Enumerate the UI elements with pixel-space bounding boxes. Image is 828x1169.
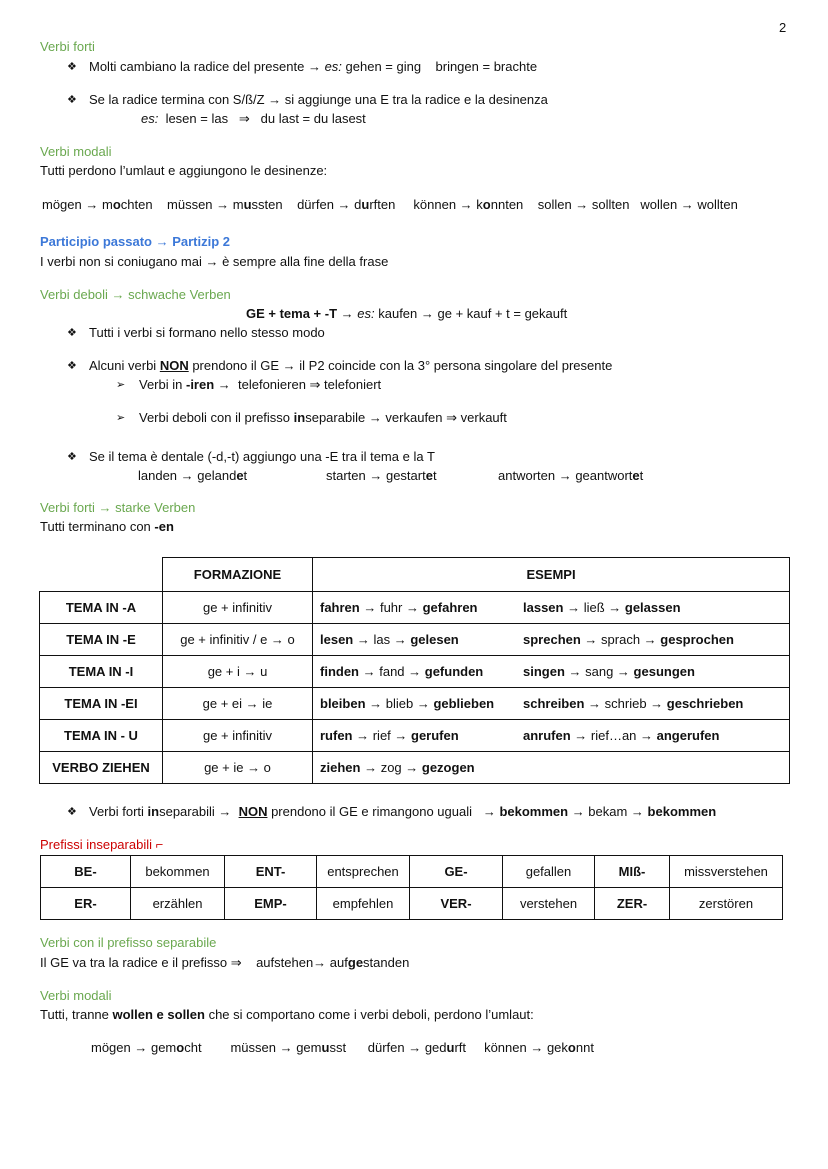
- table-row: [40, 656, 790, 688]
- tema-cell: TEMA IN -E: [40, 624, 163, 656]
- text-run: gesprochen: [660, 632, 734, 647]
- diamond-bullet-icon: ❖: [67, 94, 77, 106]
- text-run: NON: [238, 804, 268, 819]
- text-run: Il GE va tra la radice e il prefisso ⇒ aufstehen→ auf: [40, 955, 348, 970]
- strong-verbs-table: [39, 557, 790, 784]
- text-run: Molti cambiano la radice del presente →: [89, 59, 325, 74]
- esempi-cell: [313, 656, 790, 688]
- text-run: singen: [523, 664, 565, 679]
- text-run: → telefonieren ⇒ telefoniert: [214, 377, 382, 392]
- header-cell: ESEMPI: [313, 558, 790, 592]
- header-cell: FORMAZIONE: [163, 558, 313, 592]
- text-run: che si comportano come i verbi deboli, perdono l’umlaut:: [204, 1007, 534, 1022]
- text-run: finden: [320, 664, 359, 679]
- example-1: [320, 696, 494, 711]
- tema-cell: TEMA IN -A: [40, 592, 163, 624]
- text-run: GE + tema + -T: [246, 306, 338, 321]
- example-verb-cell: bekommen: [131, 856, 225, 888]
- formazione-cell: ge + infinitiv / e → o: [163, 624, 313, 656]
- formazione-cell: ge + ie → o: [163, 752, 313, 784]
- example-verb-cell: entsprechen: [317, 856, 410, 888]
- example-text: [141, 111, 366, 127]
- prefix-cell: ZER-: [595, 888, 670, 920]
- text-run: → fand →: [359, 664, 425, 679]
- example-1: [320, 728, 459, 743]
- heading-verbi-forti: Verbi forti: [40, 39, 95, 54]
- text-run: Tutti terminano con: [40, 519, 155, 534]
- text-run: sst dürfen → ged: [329, 1040, 447, 1055]
- example-1: [320, 664, 483, 679]
- text-run: in: [293, 410, 306, 425]
- diamond-bullet-icon: ❖: [67, 327, 77, 339]
- text-run: u: [243, 197, 252, 212]
- text-run: Verbi in: [139, 377, 186, 392]
- example-verb-cell: verstehen: [503, 888, 595, 920]
- modal-participles-row: [91, 1040, 594, 1056]
- text-run: -iren: [185, 377, 215, 392]
- text-run: Se il tema è dentale (-d,-t) aggiungo una -E tra il tema e la T: [89, 449, 435, 464]
- example-1: [320, 600, 478, 615]
- text-run: e: [236, 468, 244, 483]
- text-run: o: [112, 197, 121, 212]
- text-run: mögen → gem: [91, 1040, 177, 1055]
- example-text: [326, 468, 437, 484]
- page-number: 2: [779, 20, 787, 35]
- text-run: ge: [347, 955, 364, 970]
- text-run: lassen: [523, 600, 564, 615]
- heading-verbi-modali-2: Verbi modali: [40, 988, 112, 1003]
- prefix-cell: ER-: [41, 888, 131, 920]
- prefix-cell: ENT-: [225, 856, 317, 888]
- esempi-cell: [313, 688, 790, 720]
- example-2: [523, 632, 734, 647]
- diamond-bullet-icon: ❖: [67, 806, 77, 818]
- table-row: [40, 720, 790, 752]
- esempi-cell: [313, 592, 790, 624]
- text-run: gefunden: [424, 664, 484, 679]
- sub-bullet-text: [139, 377, 381, 393]
- table-row: [40, 624, 790, 656]
- example-verb-cell: zerstören: [670, 888, 783, 920]
- text-run: u: [361, 197, 370, 212]
- text-run: gesungen: [633, 664, 695, 679]
- example-text: [138, 468, 247, 484]
- text-run: gefahren: [422, 600, 478, 615]
- arrow-bullet-icon: ➢: [116, 379, 126, 391]
- text-run: → zog →: [360, 760, 422, 775]
- example-text: [498, 468, 643, 484]
- text-run: u: [321, 1040, 330, 1055]
- text-run: in: [147, 804, 160, 819]
- text-run: → rief…an →: [570, 728, 657, 743]
- text-run: angerufen: [656, 728, 720, 743]
- prefix-cell: BE-: [41, 856, 131, 888]
- text-run: kaufen → ge + kauf + t = gekauft: [374, 306, 568, 321]
- table-row: [40, 752, 790, 784]
- table-row: [40, 688, 790, 720]
- text-run: o: [567, 1040, 576, 1055]
- text-run: →: [337, 306, 358, 321]
- text-run: rften können → k: [369, 197, 483, 212]
- text-run: anrufen: [523, 728, 571, 743]
- text-run: t: [432, 468, 437, 483]
- text-run: nnt: [575, 1040, 594, 1055]
- example-verb-cell: missverstehen: [670, 856, 783, 888]
- heading-participio: Participio passato → Partizip 2: [40, 234, 230, 249]
- example-2: [523, 728, 719, 743]
- text-run: gelesen: [410, 632, 459, 647]
- example-verb-cell: empfehlen: [317, 888, 410, 920]
- paragraph: I verbi non si coniugano mai → è sempre alla fine della frase: [40, 254, 389, 269]
- text-run: bekommen: [499, 804, 569, 819]
- tema-cell: TEMA IN -EI: [40, 688, 163, 720]
- esempi-cell: [313, 752, 790, 784]
- example-1: [320, 632, 459, 647]
- text-run: → schrieb →: [584, 696, 667, 711]
- text-run: -en: [154, 519, 174, 534]
- formazione-cell: ge + i → u: [163, 656, 313, 688]
- text-run: → ließ →: [563, 600, 625, 615]
- text-run: mögen → m: [42, 197, 113, 212]
- text-run: → sang →: [564, 664, 634, 679]
- prefix-cell: GE-: [410, 856, 503, 888]
- text-run: NON: [159, 358, 189, 373]
- text-run: prendono il GE e rimangono uguali →: [267, 804, 500, 819]
- text-run: o: [482, 197, 491, 212]
- text-run: → las →: [353, 632, 411, 647]
- text-run: Tutti, tranne: [40, 1007, 113, 1022]
- header-cell: [40, 558, 163, 592]
- heading-prefisso-separabile: Verbi con il prefisso separabile: [40, 935, 217, 950]
- bullet-text: [89, 804, 716, 820]
- bullet-text: [89, 358, 612, 374]
- paragraph: [40, 519, 174, 535]
- tema-cell: TEMA IN -I: [40, 656, 163, 688]
- formazione-cell: ge + infinitiv: [163, 720, 313, 752]
- prefix-table: [40, 855, 783, 920]
- example-verb-cell: erzählen: [131, 888, 225, 920]
- text-run: wollen e sollen: [112, 1007, 205, 1022]
- esempi-cell: [313, 624, 790, 656]
- text-run: es:: [357, 306, 375, 321]
- modal-verbs-row: [42, 197, 738, 213]
- prefix-cell: EMP-: [225, 888, 317, 920]
- text-run: → sprach →: [580, 632, 661, 647]
- text-run: → bekam →: [568, 804, 648, 819]
- text-run: schreiben: [523, 696, 585, 711]
- text-run: sprechen: [523, 632, 581, 647]
- text-run: Alcuni verbi: [89, 358, 160, 373]
- text-run: separabile → verkaufen ⇒ verkauft: [305, 410, 507, 425]
- text-run: separabili →: [159, 804, 239, 819]
- prefix-cell: MIß-: [595, 856, 670, 888]
- text-run: gelassen: [624, 600, 681, 615]
- bullet-text: [89, 59, 537, 75]
- text-run: geschrieben: [666, 696, 744, 711]
- text-run: prendono il GE → il P2 coincide con la 3° persona singolare del presente: [188, 358, 613, 373]
- text-run: u: [446, 1040, 455, 1055]
- text-run: es:: [324, 59, 342, 74]
- tema-cell: VERBO ZIEHEN: [40, 752, 163, 784]
- text-run: landen → geland: [138, 468, 237, 483]
- prefix-cell: VER-: [410, 888, 503, 920]
- text-run: bekommen: [647, 804, 717, 819]
- text-run: lesen: [320, 632, 354, 647]
- text-run: t: [639, 468, 644, 483]
- example-2: [523, 664, 695, 679]
- formazione-cell: ge + ei → ie: [163, 688, 313, 720]
- text-run: Verbi forti: [89, 804, 148, 819]
- text-run: bleiben: [320, 696, 366, 711]
- text-run: → rief →: [352, 728, 412, 743]
- text-run: starten → gestart: [326, 468, 426, 483]
- bullet-text: [89, 449, 435, 465]
- paragraph: [40, 1007, 534, 1023]
- table-row: [41, 888, 783, 920]
- text-run: cht müssen → gem: [184, 1040, 322, 1055]
- text-run: o: [176, 1040, 185, 1055]
- diamond-bullet-icon: ❖: [67, 61, 77, 73]
- text-run: lesen = las ⇒ du last = du lasest: [158, 111, 366, 126]
- text-run: Tutti i verbi si formano nello stesso modo: [89, 325, 325, 340]
- heading-verbi-forti-starke: Verbi forti → starke Verben: [40, 500, 196, 515]
- diamond-bullet-icon: ❖: [67, 360, 77, 372]
- bullet-text: [89, 325, 325, 341]
- text-run: ziehen: [320, 760, 361, 775]
- text-run: Verbi deboli con il prefisso: [139, 410, 294, 425]
- heading-verbi-modali: Verbi modali: [40, 144, 112, 159]
- text-run: geblieben: [433, 696, 495, 711]
- example-1: [320, 760, 475, 775]
- text-run: Se la radice termina con S/ß/Z → si aggiunge una E tra la radice e la desinenza: [89, 92, 548, 107]
- table-header-row: [40, 558, 790, 592]
- text-run: gerufen: [411, 728, 459, 743]
- text-run: nnten sollen → sollten wollen → wollten: [490, 197, 738, 212]
- text-run: gezogen: [421, 760, 475, 775]
- bullet-text: [89, 92, 548, 108]
- paragraph: Tutti perdono l’umlaut e aggiungono le desinenze:: [40, 163, 328, 178]
- text-run: t: [243, 468, 248, 483]
- text-run: fahren: [320, 600, 360, 615]
- text-run: rft können → gek: [454, 1040, 568, 1055]
- sub-bullet-text: [139, 410, 507, 426]
- text-run: chten müssen → m: [120, 197, 244, 212]
- heading-prefissi-inseparabili: Prefissi inseparabili ⌐: [40, 837, 164, 852]
- text-run: standen: [363, 955, 410, 970]
- text-run: e: [632, 468, 640, 483]
- heading-verbi-deboli: Verbi deboli → schwache Verben: [40, 287, 231, 302]
- tema-cell: TEMA IN - U: [40, 720, 163, 752]
- esempi-cell: [313, 720, 790, 752]
- formazione-cell: ge + infinitiv: [163, 592, 313, 624]
- example-verb-cell: gefallen: [503, 856, 595, 888]
- table-row: [40, 592, 790, 624]
- text-run: antworten → geantwort: [498, 468, 633, 483]
- example-2: [523, 696, 743, 711]
- text-run: → blieb →: [365, 696, 434, 711]
- table-row: [41, 856, 783, 888]
- text-run: rufen: [320, 728, 353, 743]
- text-run: e: [425, 468, 433, 483]
- text-run: gehen = ging bringen = brachte: [341, 59, 538, 74]
- text-run: es:: [141, 111, 159, 126]
- diamond-bullet-icon: ❖: [67, 451, 77, 463]
- text-run: → fuhr →: [359, 600, 423, 615]
- arrow-bullet-icon: ➢: [116, 412, 126, 424]
- formula: [246, 306, 567, 322]
- example-2: [523, 600, 681, 615]
- text-run: ssten dürfen → d: [251, 197, 362, 212]
- paragraph: [40, 955, 409, 971]
